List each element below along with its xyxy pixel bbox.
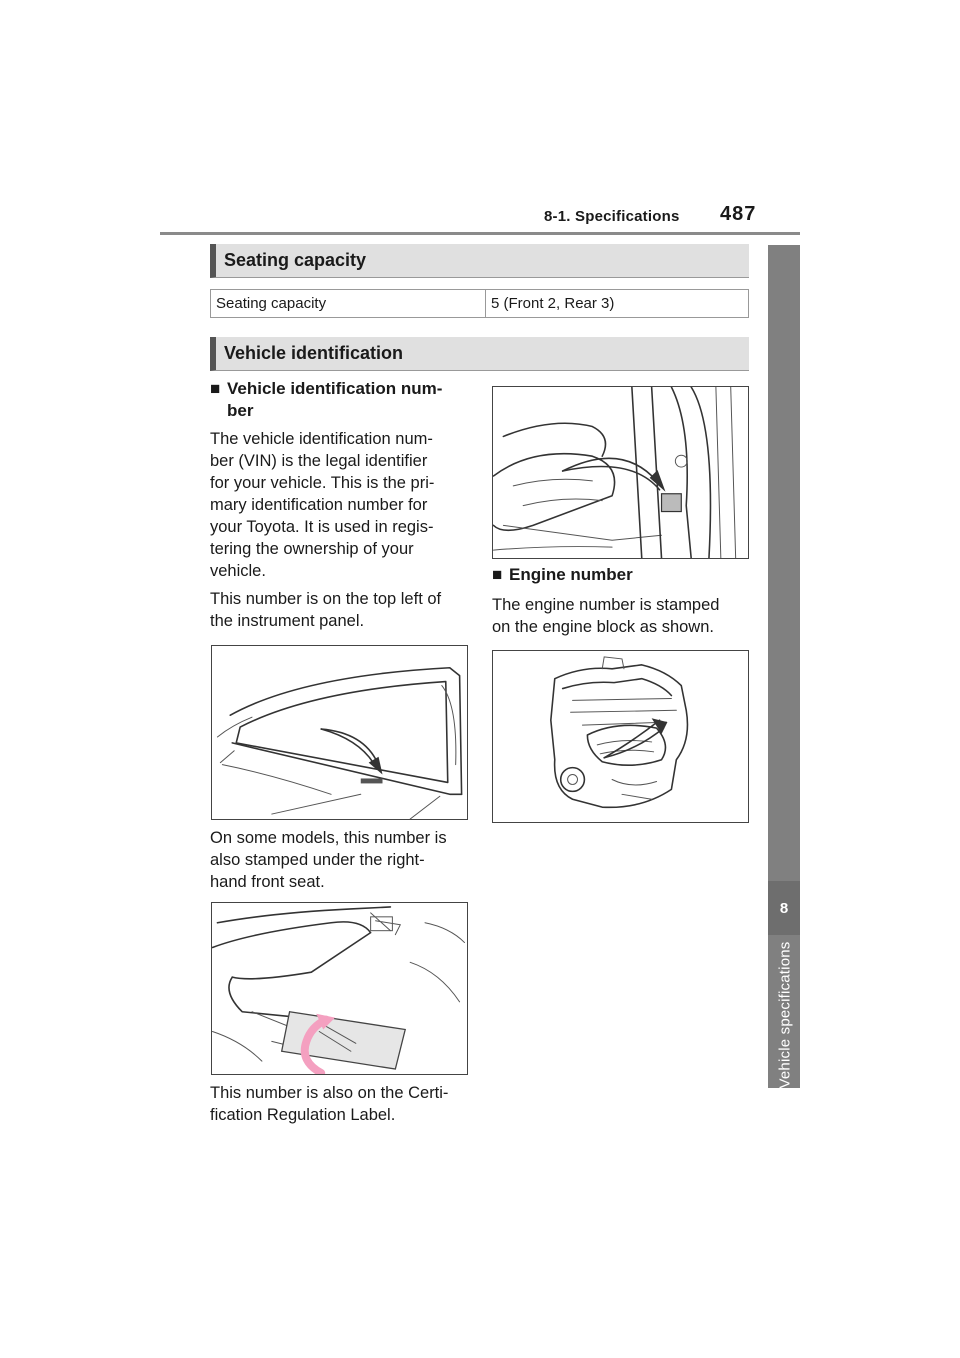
section-title: 8-1. Specifications <box>544 208 680 225</box>
text-line: also stamped under the right- <box>210 851 425 869</box>
text-line: fication Regulation Label. <box>210 1106 396 1124</box>
seating-capacity-value-cell: 5 (Front 2, Rear 3) <box>486 290 749 318</box>
vehicle-identification-heading-text: Vehicle identification <box>224 343 404 363</box>
text-line: mary identification number for <box>210 496 428 514</box>
seating-capacity-heading <box>210 244 749 278</box>
text-line: This number is on the top left of <box>210 590 442 608</box>
vin-description <box>210 428 472 582</box>
text-line: The vehicle identification num- <box>210 430 433 448</box>
under-seat-vin-illustration <box>211 902 468 1075</box>
square-bullet-icon: ■ <box>210 379 221 398</box>
door-pillar-label-illustration <box>492 386 749 559</box>
text-line: your Toyota. It is used in regis- <box>210 518 434 536</box>
engine-number-text <box>492 594 754 638</box>
seating-capacity-label-cell: Seating capacity <box>211 290 486 318</box>
vehicle-identification-heading <box>210 337 749 371</box>
text-line: hand front seat. <box>210 873 325 891</box>
chapter-number[interactable]: 8 <box>768 881 800 935</box>
square-bullet-icon: ■ <box>492 565 503 584</box>
chapter-label: Vehicle specifications <box>776 941 794 1089</box>
text-line: vehicle. <box>210 562 266 580</box>
page-number: 487 <box>720 203 757 225</box>
text-line: The engine number is stamped <box>492 596 720 614</box>
vin-location-text <box>210 588 472 632</box>
vin-subheading-line2: ber <box>227 401 254 420</box>
engine-number-subheading <box>492 564 754 586</box>
windshield-vin-illustration <box>211 645 468 820</box>
engine-number-subheading-text: Engine number <box>509 565 633 584</box>
table-row <box>211 290 749 318</box>
text-line: the instrument panel. <box>210 612 365 630</box>
seat-stamp-text <box>210 827 472 893</box>
seating-capacity-heading-text: Seating capacity <box>224 250 367 270</box>
text-line: tering the ownership of your <box>210 540 414 558</box>
text-line: for your vehicle. This is the pri- <box>210 474 435 492</box>
seating-capacity-table <box>210 289 749 318</box>
certification-label-text <box>210 1082 472 1126</box>
header-rule <box>160 232 800 235</box>
text-line: on the engine block as shown. <box>492 618 714 636</box>
vin-subheading <box>210 378 472 422</box>
vin-subheading-line1: Vehicle identification num- <box>227 379 443 398</box>
text-line: This number is also on the Certi- <box>210 1084 449 1102</box>
text-line: ber (VIN) is the legal identifier <box>210 452 428 470</box>
engine-block-illustration <box>492 650 749 823</box>
text-line: On some models, this number is <box>210 829 447 847</box>
